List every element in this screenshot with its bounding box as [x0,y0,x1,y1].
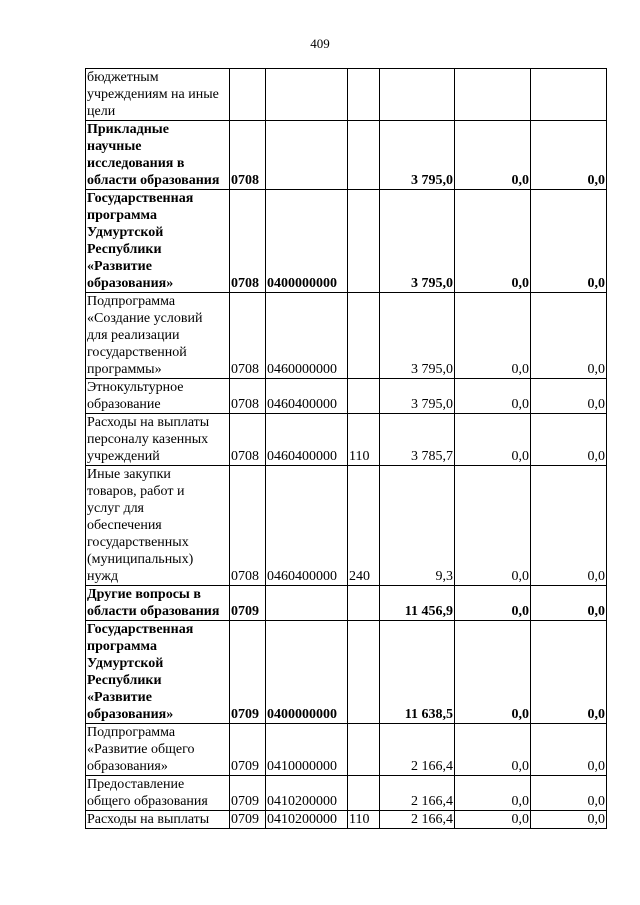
row-name-cell: Государственная программа Удмуртской Республики «Развитие образования» [86,190,230,293]
expense-type-cell [348,293,380,379]
amount-cell-2: 0,0 [455,724,531,776]
amount-cell-3: 0,0 [531,293,607,379]
expense-type-cell [348,190,380,293]
target-code-cell: 0400000000 [266,190,348,293]
table-row [86,414,607,466]
section-code-cell: 0708 [230,414,266,466]
section-code-cell: 0708 [230,293,266,379]
expense-type-cell [348,379,380,414]
row-name-cell: бюджетным учреждениям на иные цели [86,69,230,121]
section-code-cell: 0709 [230,586,266,621]
target-code-cell [266,69,348,121]
amount-cell-1: 3 795,0 [380,121,455,190]
amount-cell-1: 2 166,4 [380,776,455,811]
table-row [86,621,607,724]
table-row [86,776,607,811]
amount-cell-2: 0,0 [455,621,531,724]
target-code-cell [266,121,348,190]
expense-type-cell [348,724,380,776]
amount-cell-3: 0,0 [531,121,607,190]
target-code-cell: 0410000000 [266,724,348,776]
target-code-cell: 0460400000 [266,379,348,414]
section-code-cell: 0708 [230,379,266,414]
expense-type-cell [348,586,380,621]
amount-cell-2: 0,0 [455,121,531,190]
amount-cell-3 [531,69,607,121]
row-name-cell: Этнокультурное образование [86,379,230,414]
amount-cell-2: 0,0 [455,776,531,811]
amount-cell-3: 0,0 [531,586,607,621]
row-name-cell: Расходы на выплаты персоналу казенных учреждений [86,414,230,466]
section-code-cell: 0708 [230,466,266,586]
target-code-cell [266,586,348,621]
amount-cell-2: 0,0 [455,414,531,466]
page-number: 409 [310,36,330,51]
amount-cell-2: 0,0 [455,379,531,414]
row-name-cell: Расходы на выплаты [86,811,230,829]
table-row [86,121,607,190]
section-code-cell: 0709 [230,724,266,776]
amount-cell-3: 0,0 [531,776,607,811]
amount-cell-3: 0,0 [531,466,607,586]
row-name-cell: Иные закупки товаров, работ и услуг для обеспечения государственных (муниципальных) нужд [86,466,230,586]
expense-type-cell [348,121,380,190]
amount-cell-1: 11 456,9 [380,586,455,621]
target-code-cell: 0460000000 [266,293,348,379]
table-row [86,586,607,621]
section-code-cell: 0708 [230,121,266,190]
table-row [86,293,607,379]
target-code-cell: 0400000000 [266,621,348,724]
amount-cell-3: 0,0 [531,621,607,724]
amount-cell-2: 0,0 [455,586,531,621]
budget-table [85,68,607,829]
table-row [86,190,607,293]
table-row [86,379,607,414]
amount-cell-1: 3 795,0 [380,190,455,293]
amount-cell-3: 0,0 [531,414,607,466]
row-name-cell: Другие вопросы в области образования [86,586,230,621]
section-code-cell: 0709 [230,776,266,811]
section-code-cell: 0708 [230,190,266,293]
amount-cell-2: 0,0 [455,293,531,379]
amount-cell-2 [455,69,531,121]
target-code-cell: 0410200000 [266,811,348,829]
amount-cell-3: 0,0 [531,724,607,776]
amount-cell-2: 0,0 [455,466,531,586]
row-name-cell: Предоставление общего образования [86,776,230,811]
target-code-cell: 0460400000 [266,414,348,466]
amount-cell-2: 0,0 [455,811,531,829]
amount-cell-1: 2 166,4 [380,811,455,829]
amount-cell-1: 3 785,7 [380,414,455,466]
table-row [86,811,607,829]
expense-type-cell [348,69,380,121]
amount-cell-3: 0,0 [531,190,607,293]
section-code-cell [230,69,266,121]
expense-type-cell [348,621,380,724]
expense-type-cell: 110 [348,811,380,829]
amount-cell-1: 2 166,4 [380,724,455,776]
amount-cell-2: 0,0 [455,190,531,293]
row-name-cell: Подпрограмма «Развитие общего образования» [86,724,230,776]
row-name-cell: Государственная программа Удмуртской Республики «Развитие образования» [86,621,230,724]
section-code-cell: 0709 [230,621,266,724]
expense-type-cell [348,776,380,811]
target-code-cell: 0410200000 [266,776,348,811]
expense-type-cell: 240 [348,466,380,586]
table-row [86,69,607,121]
amount-cell-1: 11 638,5 [380,621,455,724]
amount-cell-1: 9,3 [380,466,455,586]
amount-cell-1: 3 795,0 [380,293,455,379]
row-name-cell: Подпрограмма «Создание условий для реализации государственной программы» [86,293,230,379]
amount-cell-1: 3 795,0 [380,379,455,414]
expense-type-cell: 110 [348,414,380,466]
section-code-cell: 0709 [230,811,266,829]
target-code-cell: 0460400000 [266,466,348,586]
amount-cell-3: 0,0 [531,811,607,829]
amount-cell-1 [380,69,455,121]
table-row [86,466,607,586]
row-name-cell: Прикладные научные исследования в области образования [86,121,230,190]
table-row [86,724,607,776]
amount-cell-3: 0,0 [531,379,607,414]
